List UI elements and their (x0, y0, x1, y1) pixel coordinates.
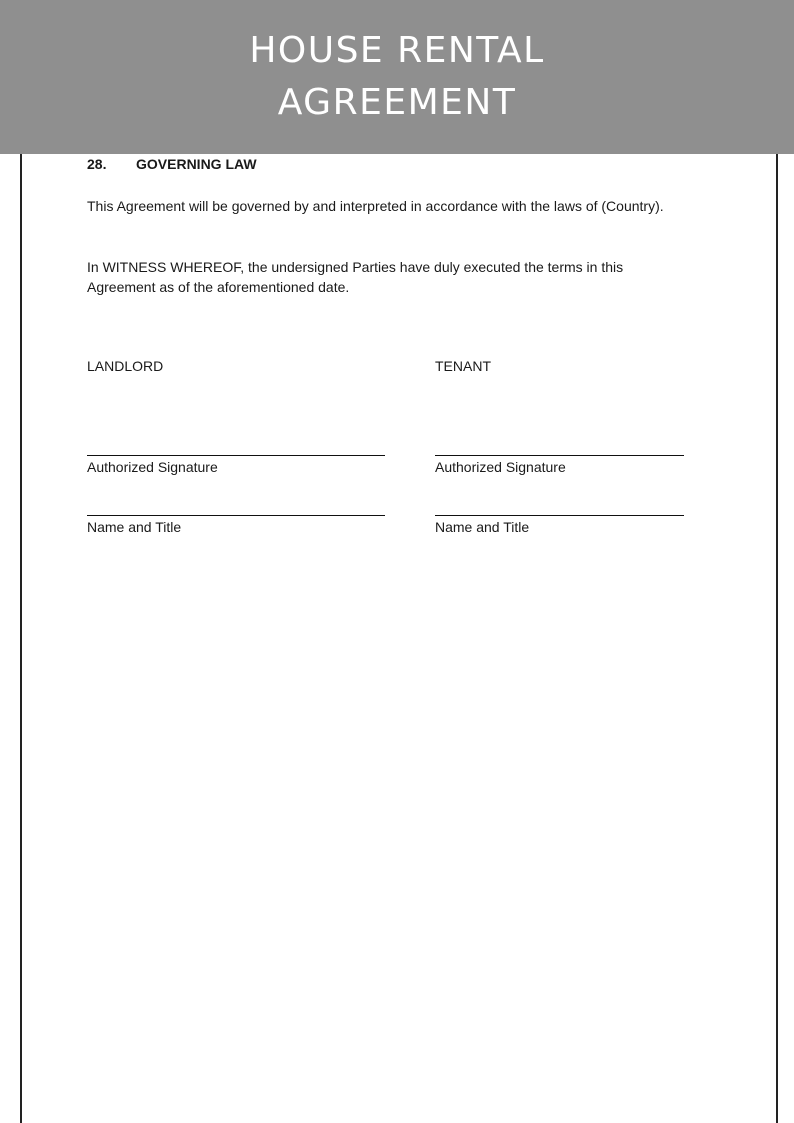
landlord-name-label: Name and Title (87, 519, 182, 535)
landlord-heading: LANDLORD (87, 358, 164, 374)
landlord-signature-label: Authorized Signature (87, 459, 218, 475)
tenant-signature-line (435, 455, 684, 456)
section-heading (87, 156, 257, 172)
witness-paragraph: In WITNESS WHEREOF, the undersigned Parties have duly executed the terms in this Agreement as of the aforementioned date. (87, 259, 624, 295)
tenant-signature-label: Authorized Signature (435, 459, 566, 475)
tenant-heading: TENANT (435, 358, 491, 374)
banner-title-line-1: HOUSE RENTAL (249, 30, 545, 71)
tenant-name-line (435, 515, 684, 516)
tenant-name-label: Name and Title (435, 519, 530, 535)
title-banner (0, 0, 794, 154)
governing-law-paragraph: This Agreement will be governed by and interpreted in accordance with the laws of (Country). (87, 198, 664, 214)
banner-title-line-2: AGREEMENT (277, 82, 517, 123)
section-title: GOVERNING LAW (136, 156, 257, 172)
landlord-name-line (87, 515, 385, 516)
landlord-signature-line (87, 455, 385, 456)
section-number: 28. (87, 156, 107, 172)
